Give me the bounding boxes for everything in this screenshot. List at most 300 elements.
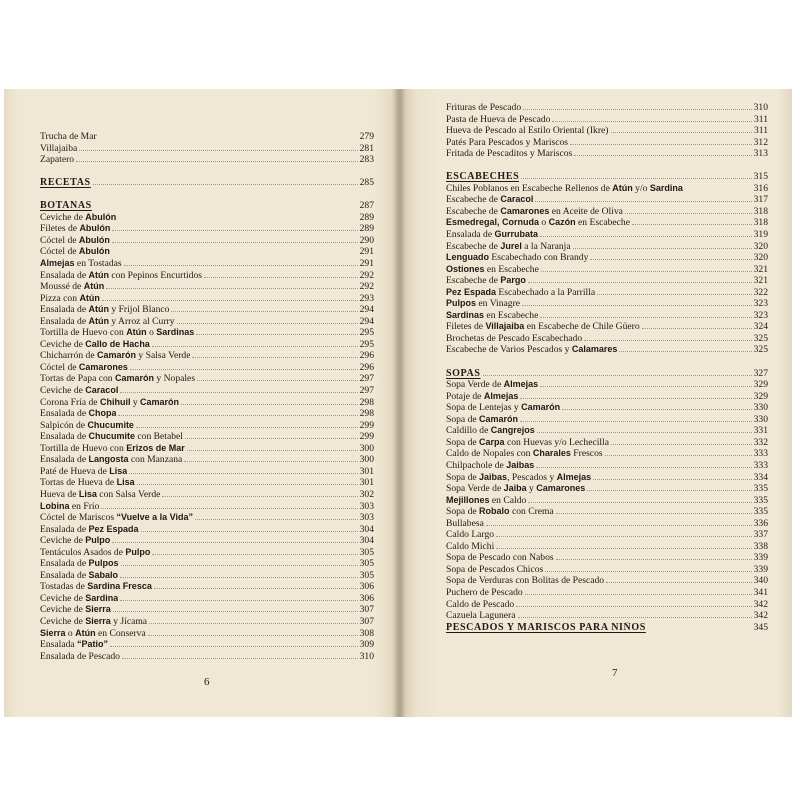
index-entry (40, 316, 374, 328)
index-entry (40, 628, 374, 640)
entry-page-number: 333 (753, 448, 768, 460)
entry-title-text: Salpicón de (40, 419, 88, 431)
entry-title-bold: Camarón (115, 373, 155, 384)
entry-title-text: en Frío (69, 500, 100, 512)
entry-page-number: 311 (753, 125, 768, 137)
index-entry (40, 570, 374, 582)
entry-page-number: 294 (359, 315, 374, 327)
entry-title-text: con Manzana (128, 454, 183, 466)
entry-title-bold: Sardina (85, 592, 119, 603)
section-heading (40, 177, 374, 189)
entry-title-bold: Pulpo (85, 535, 111, 546)
entry-page-number: 285 (359, 177, 374, 189)
entry-title-text: o (539, 217, 549, 229)
entry-title-text: Sopa Verde de (446, 483, 504, 495)
entry-title-text: Tostadas de (40, 581, 88, 593)
entry-title-text: Escabechado con Brandy (489, 252, 589, 264)
entry-title-text: en Escabeche (484, 263, 539, 275)
entry-title-bold: Abulón (79, 223, 111, 234)
entry-page-number: 305 (359, 569, 374, 581)
entry-title-text: y Arroz al Curry (108, 315, 175, 327)
entry-title-text: Sopa de Pescado con Nabos (446, 552, 554, 564)
index-entry (446, 137, 768, 149)
entry-title (40, 373, 195, 385)
leader-dots (625, 206, 752, 214)
entry-title (446, 333, 582, 345)
entry-title (40, 628, 146, 640)
entry-title-bold: Robalo (479, 506, 510, 517)
entry-title-text: y Nopales (154, 373, 196, 385)
leader-dots (520, 414, 752, 422)
entry-title (40, 177, 91, 189)
entry-title-text: RECETAS (40, 177, 91, 189)
entry-title (446, 575, 604, 587)
entry-page-number: 291 (359, 246, 374, 258)
entry-title-bold: Camarones (78, 361, 128, 372)
leader-dots (113, 604, 358, 612)
entry-title (40, 593, 118, 605)
entry-title-text: Cóctel de Mariscos (40, 512, 117, 524)
entry-page-number: 298 (359, 396, 374, 408)
entry-title-text: Ensalada de (40, 523, 89, 535)
entry-title-bold: Chopa (88, 408, 117, 419)
entry-title-text: Chilpachole de (446, 459, 507, 471)
entry-page-number: 317 (753, 194, 768, 206)
entry-title-text: o (146, 327, 157, 339)
leader-dots (496, 529, 752, 537)
entry-page-number: 325 (753, 344, 768, 356)
entry-page-number: 334 (753, 471, 768, 483)
leader-dots (148, 628, 358, 636)
entry-title-bold: Mejillones (446, 494, 490, 505)
leader-dots (570, 137, 752, 145)
entry-title-text: Ensalada de (40, 569, 89, 581)
entry-page-number: 290 (359, 234, 374, 246)
entry-title-text: Cóctel de (40, 234, 79, 246)
entry-title-text: Cóctel de (40, 246, 79, 258)
entry-page-number: 303 (359, 512, 374, 524)
entry-title (40, 604, 111, 616)
leader-dots (204, 270, 358, 278)
index-entry (446, 275, 768, 287)
entry-title-text: con Crema (509, 506, 554, 518)
entry-title (40, 385, 118, 397)
index-entry (40, 304, 374, 316)
leader-dots (185, 431, 358, 439)
leader-dots (93, 177, 358, 185)
entry-title-text: Pizza con (40, 292, 80, 304)
entry-page-number: 305 (359, 546, 374, 558)
entry-page-number: 339 (753, 552, 768, 564)
section-heading (446, 171, 768, 183)
entry-page-number: 338 (753, 540, 768, 552)
leader-dots (573, 241, 752, 249)
entry-page-number: 297 (359, 373, 374, 385)
leader-dots (528, 495, 751, 503)
index-entry (40, 293, 374, 305)
entry-title (446, 414, 518, 426)
entry-title-bold: Caracol (85, 385, 119, 396)
leader-dots (632, 217, 752, 225)
entry-title (40, 362, 128, 374)
index-entry (40, 547, 374, 559)
entry-title-bold: Camarones (500, 205, 550, 216)
entry-title (40, 547, 150, 559)
entry-title-bold: Chihuil (99, 396, 131, 407)
entry-page-number: 309 (359, 639, 374, 651)
leader-dots (121, 558, 358, 566)
entry-title (40, 616, 147, 628)
entry-title (40, 350, 190, 362)
entry-title-text: Fritada de Pescaditos y Mariscos (446, 148, 573, 160)
entry-title-bold: Gurrubata (494, 229, 538, 240)
leader-dots (149, 616, 358, 624)
entry-title-bold: Atún (88, 304, 109, 315)
index-entry (446, 425, 768, 437)
entry-title-bold: Atún (612, 182, 633, 193)
index-entry (446, 564, 768, 576)
index-entry (446, 448, 768, 460)
entry-page-number: 304 (359, 523, 374, 535)
entry-title (446, 137, 568, 149)
entry-title-text: con Salsa Verde (96, 488, 161, 500)
entry-title-bold: Camarón (97, 350, 137, 361)
entry-page-number: 310 (359, 650, 374, 662)
entry-title-bold: Pulpos (446, 298, 477, 309)
entry-page-number: 281 (359, 142, 374, 154)
index-entry (446, 379, 768, 391)
entry-page-number: 295 (359, 327, 374, 339)
entry-title-text: con Huevas y/o Lechecilla (504, 436, 609, 448)
entry-title (40, 304, 169, 316)
spacer (40, 166, 374, 178)
entry-title-text: Tortilla de Huevo con (40, 327, 127, 339)
leader-dots (685, 184, 752, 191)
entry-page-number: 327 (753, 367, 768, 379)
entry-title (40, 651, 120, 663)
entry-title-text: Caldo de Nopales con (446, 448, 533, 460)
entry-page-number: 318 (753, 205, 768, 217)
entry-title-text: en Vinagre (476, 298, 521, 310)
entry-title-text: Ensalada de (40, 269, 89, 281)
entry-page-number: 300 (359, 454, 374, 466)
entry-title-bold: Atún (75, 627, 96, 638)
entry-title (446, 298, 520, 310)
entry-page-number: 300 (359, 442, 374, 454)
entry-title (40, 339, 150, 351)
entry-page-number: 296 (359, 350, 374, 362)
entry-title (446, 622, 646, 634)
entry-page-number: 305 (359, 558, 374, 570)
leader-dots (648, 623, 752, 630)
entry-title-bold: Carpa (479, 436, 505, 447)
entry-page-number: 332 (753, 436, 768, 448)
entry-title-text: Sopa de (446, 471, 480, 483)
entry-title (446, 148, 572, 160)
entry-title-text: Ensalada de (40, 431, 89, 443)
entry-title-bold: Esmedregal, Cornuda (446, 217, 540, 228)
entry-title (40, 258, 122, 270)
entry-title (40, 454, 182, 466)
entry-page-number: 342 (753, 610, 768, 622)
leader-dots (556, 552, 752, 560)
entry-title (446, 529, 494, 541)
entry-title (446, 171, 519, 183)
spacer (446, 356, 768, 368)
index-entry (40, 535, 374, 547)
leader-dots (129, 466, 357, 474)
entry-title-bold: Camarón (479, 413, 519, 424)
entry-title-text: Bullabesa (446, 517, 484, 529)
leader-dots (574, 148, 751, 156)
entry-title-bold: Sierra (85, 615, 111, 626)
entry-title (40, 408, 116, 420)
leader-dots (611, 437, 752, 445)
right-index-column (446, 102, 768, 633)
index-entry (446, 402, 768, 414)
leader-dots (102, 293, 358, 301)
entry-title-bold: Ostiones (446, 263, 485, 274)
entry-title-text: y/o (632, 182, 650, 194)
entry-title-text: Escabeche de (446, 194, 501, 206)
index-entry (446, 333, 768, 345)
entry-title-bold: Pulpos (88, 558, 119, 569)
entry-title-text: SOPAS (446, 367, 481, 379)
entry-title (40, 397, 179, 409)
entry-title (446, 310, 538, 322)
entry-title-bold: Langosta (88, 454, 129, 465)
entry-title (446, 448, 603, 460)
entry-title (40, 639, 108, 651)
index-entry (446, 241, 768, 253)
index-entry (446, 298, 768, 310)
leader-dots (590, 252, 751, 260)
entry-page-number: 341 (753, 586, 768, 598)
entry-title (40, 420, 134, 432)
entry-title-text: Escabeche de (446, 275, 501, 287)
entry-title-bold: Pargo (500, 275, 526, 286)
entry-page-number: 339 (753, 563, 768, 575)
entry-title-text: a la Naranja (521, 240, 571, 252)
index-entry (40, 651, 374, 663)
index-entry (40, 154, 374, 166)
index-entry (446, 321, 768, 333)
index-entry (446, 610, 768, 622)
entry-title-bold: Lobina (40, 500, 70, 511)
right-page (400, 89, 792, 717)
entry-page-number: 301 (359, 465, 374, 477)
entry-page-number: 337 (753, 529, 768, 541)
entry-title (40, 293, 100, 305)
entry-page-number: 320 (753, 240, 768, 252)
entry-page-number: 311 (753, 113, 768, 125)
leader-dots (112, 235, 358, 243)
entry-title-text: Tortas de Hueva de (40, 477, 117, 489)
leader-dots (593, 472, 751, 480)
entry-page-number: 312 (753, 136, 768, 148)
entry-title-text: , Pescados y (507, 471, 557, 483)
entry-title-bold: Sardinas (156, 327, 195, 338)
section-heading (40, 200, 374, 212)
entry-title-bold: Camarón (521, 402, 561, 413)
entry-title-bold: Pulpo (125, 546, 151, 557)
entry-title-text: Sopa de Lentejas y (446, 402, 522, 414)
leader-dots (541, 264, 752, 272)
entry-title (446, 194, 533, 206)
leader-dots (535, 194, 751, 202)
index-entry (446, 206, 768, 218)
entry-title-text: y (130, 396, 141, 408)
entry-title (40, 235, 110, 247)
index-entry (40, 143, 374, 155)
entry-page-number: 319 (753, 229, 768, 241)
index-entry (446, 114, 768, 126)
leader-dots (187, 443, 358, 451)
entry-page-number: 279 (359, 131, 374, 142)
entry-page-number: 336 (753, 517, 768, 529)
entry-title-text: Pasta de Hueva de Pescado (446, 113, 551, 125)
entry-title-text: Ensalada de (40, 304, 89, 316)
entry-title (446, 321, 640, 333)
index-entry (446, 552, 768, 564)
index-entry (40, 420, 374, 432)
entry-title (40, 512, 193, 524)
leader-dots (106, 281, 357, 289)
entry-page-number: 335 (753, 483, 768, 495)
index-entry (446, 183, 768, 195)
entry-title-text: Paté de Hueva de (40, 465, 110, 477)
index-entry (446, 483, 768, 495)
entry-title-text: Escabeche de (446, 205, 501, 217)
entry-title-text: Hueva de Pescado al Estilo Oriental (Ikre) (446, 125, 609, 137)
index-entry (446, 495, 768, 507)
entry-title-text: Escabeche de (446, 240, 501, 252)
leader-dots (195, 512, 358, 520)
entry-title (446, 229, 538, 241)
leader-dots (540, 379, 751, 387)
entry-page-number: 292 (359, 281, 374, 293)
entry-title-text: Ensalada de Pescado (40, 650, 120, 662)
index-entry (40, 362, 374, 374)
entry-page-number: 330 (753, 402, 768, 414)
leader-dots (112, 223, 357, 231)
leader-dots (642, 321, 752, 329)
index-entry (446, 310, 768, 322)
entry-title-text: Corona Fría de (40, 396, 100, 408)
entry-title-text: Tentáculos Asados de (40, 546, 126, 558)
entry-page-number: 345 (753, 621, 768, 633)
entry-title-bold: Atún (79, 292, 100, 303)
index-entry (40, 270, 374, 282)
entry-title (446, 114, 550, 126)
entry-title-text: Ensalada de (40, 315, 89, 327)
entry-page-number: 298 (359, 408, 374, 420)
index-entry (446, 575, 768, 587)
entry-page-number: 307 (359, 604, 374, 616)
entry-page-number: 297 (359, 385, 374, 397)
entry-page-number: 325 (753, 332, 768, 344)
index-entry (446, 518, 768, 530)
entry-title-bold: Jaibas (506, 459, 535, 470)
index-entry (446, 587, 768, 599)
entry-title-bold: Jaiba (503, 483, 527, 494)
entry-page-number: 320 (753, 252, 768, 264)
index-entry (40, 604, 374, 616)
leader-dots (605, 448, 752, 456)
entry-title (446, 252, 588, 264)
index-entry (40, 350, 374, 362)
entry-page-number: 308 (359, 627, 374, 639)
entry-title-text: Caldo Largo (446, 529, 495, 541)
spacer (446, 160, 768, 172)
entry-title-text: Chiles Poblanos en Escabeche Rellenos de (446, 182, 613, 194)
entry-title (446, 425, 535, 437)
index-entry (40, 408, 374, 420)
leader-dots (486, 518, 752, 526)
entry-title-bold: Cazón (548, 217, 576, 228)
entry-title-text: en Aceite de Oliva (549, 205, 623, 217)
entry-title (446, 391, 518, 403)
index-entry (446, 217, 768, 229)
entry-title-text: Moussé de (40, 281, 84, 293)
leader-dots (536, 460, 751, 468)
entry-title-text: Ceviche de (40, 592, 86, 604)
entry-title-text: Zapatero (40, 154, 75, 166)
entry-title (40, 212, 116, 224)
entry-title-bold: Camarones (536, 483, 586, 494)
entry-title-text: Frescos (570, 448, 603, 460)
leader-dots (110, 639, 358, 647)
entry-title-text: Ceviche de (40, 385, 86, 397)
entry-title-text: en Escabeche (575, 217, 630, 229)
entry-page-number: 287 (359, 200, 374, 212)
index-entry (446, 264, 768, 276)
index-entry (446, 529, 768, 541)
leader-dots (525, 587, 752, 595)
entry-title-bold: Pez Espada (88, 523, 139, 534)
entry-title-text: Chicharrón de (40, 350, 98, 362)
entry-title-bold: Erizos de Mar (126, 442, 185, 453)
entry-title (446, 518, 484, 530)
entry-title-text: Sopa de (446, 506, 480, 518)
entry-title-text: Ceviche de (40, 211, 86, 223)
entry-title (446, 217, 630, 229)
entry-title (446, 610, 516, 622)
index-entry (446, 102, 768, 114)
entry-title (446, 206, 623, 218)
entry-title (40, 581, 152, 593)
entry-title (40, 443, 185, 455)
entry-title (40, 281, 104, 293)
entry-page-number: 306 (359, 581, 374, 593)
index-entry (40, 616, 374, 628)
entry-title-bold: Abulón (78, 246, 110, 257)
leader-dots (540, 229, 752, 237)
leader-dots (522, 298, 752, 306)
leader-dots (181, 397, 358, 405)
entry-title (446, 472, 591, 484)
entry-title-text: Trucha de Mar (40, 131, 97, 142)
leader-dots (520, 391, 751, 399)
leader-dots (141, 524, 358, 532)
entry-title-bold: Camarón (140, 396, 180, 407)
leader-dots (112, 535, 357, 543)
entry-title-bold: Almejas (556, 471, 592, 482)
entry-title (40, 327, 194, 339)
index-entry (40, 558, 374, 570)
entry-title (40, 223, 110, 235)
entry-title (40, 477, 135, 489)
